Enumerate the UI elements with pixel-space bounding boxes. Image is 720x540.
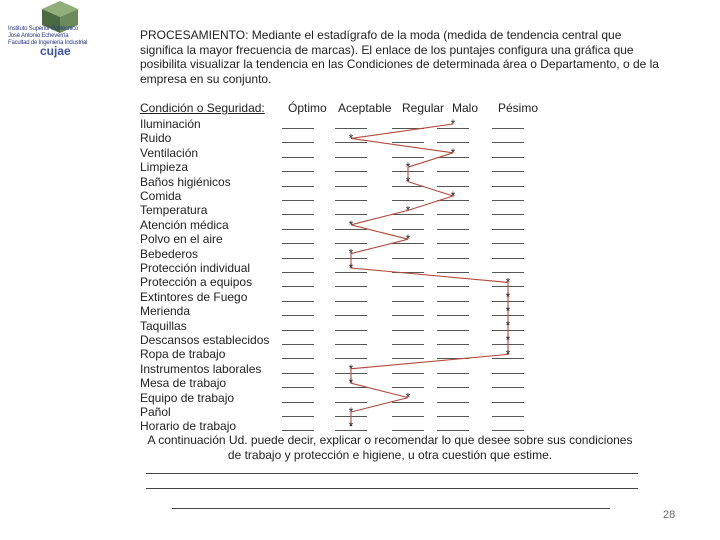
column-malo: Malo <box>452 101 479 115</box>
mode-marker: * <box>405 232 411 247</box>
mode-marker: * <box>505 318 511 333</box>
mode-marker: * <box>348 217 354 232</box>
logo-line-3: Facultad de Ingeniería Industrial <box>8 40 88 46</box>
condition-label: Pañol <box>140 405 171 419</box>
condition-label: Protección a equipos <box>140 275 253 290</box>
mode-marker: * <box>450 145 456 160</box>
condition-label: Iluminación <box>140 117 201 131</box>
condition-header: Condición o Seguridad: <box>140 101 265 115</box>
mode-marker: * <box>405 203 411 218</box>
condition-label: Ropa de trabajo <box>140 347 226 362</box>
logo-line-1: Instituto Superior Politécnico <box>8 26 79 32</box>
condition-label: Taquillas <box>140 318 187 333</box>
condition-label: Protección individual <box>140 261 251 275</box>
mode-marker: * <box>348 419 354 434</box>
page-number: 28 <box>663 509 676 521</box>
mode-marker: * <box>405 160 411 175</box>
mode-marker: * <box>505 275 511 290</box>
mode-marker: * <box>450 189 456 203</box>
answer-line-2[interactable] <box>146 488 638 489</box>
mode-marker: * <box>348 361 354 376</box>
condition-label: Descansos establecidos <box>140 333 270 347</box>
mode-marker: * <box>348 261 354 275</box>
column-pesimo: Pésimo <box>498 101 539 115</box>
condition-label: Mesa de trabajo <box>140 376 227 391</box>
condition-label: Extintores de Fuego <box>140 289 248 304</box>
column-optimo: Óptimo <box>288 101 327 115</box>
mode-marker: * <box>505 304 511 319</box>
trend-line <box>348 124 508 426</box>
logo-brand: cujae <box>40 44 71 58</box>
mode-marker: * <box>348 131 354 146</box>
mode-marker: * <box>348 246 354 261</box>
condition-label: Ventilación <box>140 145 199 160</box>
mode-marker: * <box>450 117 456 131</box>
condition-label: Limpieza <box>140 160 189 175</box>
condition-label: Instrumentos laborales <box>140 361 262 376</box>
mode-marker: * <box>348 376 354 391</box>
mode-marker: * <box>505 333 511 347</box>
condition-label: Bebederos <box>140 246 199 261</box>
condition-label: Ruido <box>140 131 172 146</box>
logo-line-2: José Antonio Echeverría <box>8 33 69 39</box>
mode-marker: * <box>348 405 354 419</box>
condition-label: Polvo en el aire <box>140 232 223 247</box>
condition-label: Comida <box>140 189 182 203</box>
column-regular: Regular <box>402 101 445 115</box>
mode-marker: * <box>505 347 511 362</box>
condition-label: Temperatura <box>140 203 208 218</box>
condition-label: Merienda <box>140 304 191 319</box>
procedure-description: PROCESAMIENTO: Mediante el estadígrafo de la moda (medida de tendencia central que significa la mayor frecuencia de marcas). El enlace de los puntajes configura una gráfica que posibilita visualizar la tendencia en las Condiciones de determinada área o Departamento, o de la empresa en su conjunto. <box>140 28 659 86</box>
condition-label: Equipo de trabajo <box>140 390 235 405</box>
answer-line-3[interactable] <box>172 508 610 509</box>
column-aceptable: Aceptable <box>338 101 392 115</box>
condition-label: Baños higiénicos <box>140 174 231 189</box>
condition-label: Horario de trabajo <box>140 419 237 434</box>
footer-instructions: A continuación Ud. puede decir, explicar o recomendar lo que desee sobre sus condiciones de trabajo y protección e higiene, u otra cuestión que estime. <box>147 433 633 462</box>
mode-marker: * <box>505 289 511 304</box>
mode-marker: * <box>405 390 411 405</box>
condition-label: Atención médica <box>140 217 229 232</box>
answer-line-1[interactable] <box>146 473 638 474</box>
mode-marker: * <box>405 174 411 189</box>
